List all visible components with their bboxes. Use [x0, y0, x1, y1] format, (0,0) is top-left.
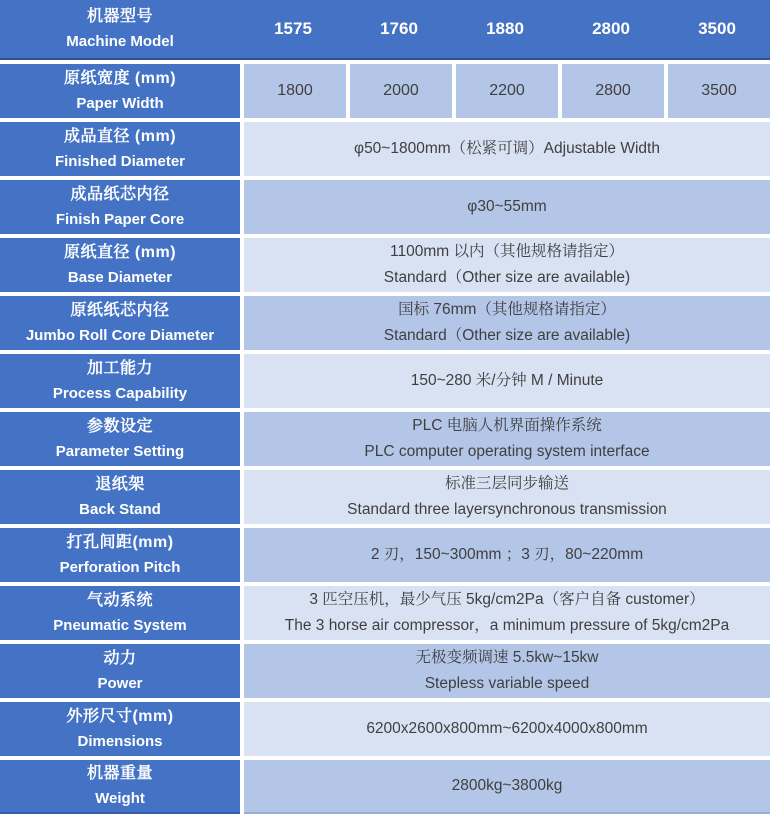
value-line: 6200x2600x800mm~6200x4000x800mm [366, 720, 648, 737]
row-label-perforation-pitch [0, 528, 240, 582]
row-label-en: Power [97, 675, 143, 692]
perforation-pitch-value [244, 528, 770, 582]
row-label-en: Paper Width [76, 95, 164, 112]
model-number: 1760 [380, 19, 418, 38]
jumbo-roll-core-value [244, 296, 770, 350]
paper-width-value: 1800 [244, 64, 346, 118]
row-label-en: Base Diameter [67, 269, 173, 286]
row-label-zh: 原纸直径 (mm) [63, 244, 177, 261]
row-label-zh: 成品纸芯内径 [70, 186, 170, 203]
row-label-finished-diameter [0, 122, 240, 176]
value-line: 国标 76mm（其他规格请指定） [398, 301, 616, 318]
row-label-zh: 成品直径 (mm) [63, 128, 177, 145]
row-label-jumbo-roll-core [0, 296, 240, 350]
table-row-finished-diameter [0, 122, 770, 176]
value-line: Standard（Other size are available) [383, 269, 631, 286]
value-line: The 3 horse air compressor，a minimum pressure of 5kg/cm2Pa [284, 617, 730, 634]
row-label-zh: 动力 [103, 650, 137, 667]
model-number: 2800 [592, 19, 630, 38]
table-header-row [0, 0, 770, 60]
row-label-base-diameter [0, 238, 240, 292]
row-label-en: Parameter Setting [55, 443, 185, 460]
base-diameter-value [244, 238, 770, 292]
row-label-paper-width [0, 64, 240, 118]
table-row-parameter-setting [0, 412, 770, 466]
row-label-back-stand [0, 470, 240, 524]
value-line: PLC computer operating system interface [364, 443, 650, 460]
model-number-group [240, 0, 770, 58]
parameter-setting-value [244, 412, 770, 466]
table-row-weight [0, 760, 770, 814]
table-row-paper-width [0, 64, 770, 118]
paper-width-value: 2000 [350, 64, 452, 118]
table-row-pneumatic-system [0, 586, 770, 640]
paper-width-value: 2200 [456, 64, 558, 118]
row-label-finish-paper-core [0, 180, 240, 234]
table-row-process-capability [0, 354, 770, 408]
row-label-en: Finished Diameter [54, 153, 186, 170]
table-row-base-diameter [0, 238, 770, 292]
table-row-dimensions [0, 702, 770, 756]
row-label-zh: 打孔间距(mm) [66, 534, 174, 551]
value-line: 3 匹空压机，最少气压 5kg/cm2Pa（客户自备 customer） [309, 591, 705, 608]
finished-diameter-value [244, 122, 770, 176]
row-label-zh: 原纸宽度 (mm) [63, 70, 177, 87]
row-label-en: Back Stand [79, 501, 161, 518]
table-row-finish-paper-core [0, 180, 770, 234]
row-label-power [0, 644, 240, 698]
row-label-dimensions [0, 702, 240, 756]
row-label-zh: 气动系统 [86, 592, 153, 609]
value-line: φ30~55mm [467, 198, 547, 215]
row-label-en: Perforation Pitch [59, 559, 181, 576]
row-label-zh: 加工能力 [86, 360, 153, 377]
header-label-en: Machine Model [66, 33, 174, 50]
value-line: Standard three layersynchronous transmission [347, 501, 667, 518]
pneumatic-system-value [244, 586, 770, 640]
header-label-cell [0, 0, 240, 58]
paper-width-value: 3500 [668, 64, 770, 118]
value-line: PLC 电脑人机界面操作系统 [412, 417, 602, 434]
row-label-zh: 外形尺寸(mm) [66, 708, 174, 725]
row-label-process-capability [0, 354, 240, 408]
back-stand-value [244, 470, 770, 524]
process-capability-value [244, 354, 770, 408]
row-label-parameter-setting [0, 412, 240, 466]
row-label-pneumatic-system [0, 586, 240, 640]
table-row-power [0, 644, 770, 698]
header-label-zh: 机器型号 [86, 8, 153, 25]
value-line: φ50~1800mm（松紧可调）Adjustable Width [354, 140, 660, 157]
row-label-weight [0, 760, 240, 814]
value-line: 150~280 米/分钟 M / Minute [410, 372, 604, 389]
weight-value [244, 760, 770, 814]
row-label-zh: 原纸纸芯内径 [70, 302, 170, 319]
row-label-en: Dimensions [77, 733, 163, 750]
model-number: 1880 [486, 19, 524, 38]
row-label-zh: 机器重量 [86, 765, 153, 782]
row-label-zh: 参数设定 [86, 418, 153, 435]
paper-width-values [244, 64, 770, 118]
finish-paper-core-value [244, 180, 770, 234]
value-line: 2 刃，150~300mm ；3 刃，80~220mm [370, 546, 644, 563]
row-label-en: Process Capability [52, 385, 188, 402]
table-row-perforation-pitch [0, 528, 770, 582]
model-number: 3500 [698, 19, 736, 38]
value-line: 无极变频调速 5.5kw~15kw [415, 649, 599, 666]
paper-width-value: 2800 [562, 64, 664, 118]
value-line: Stepless variable speed [424, 675, 590, 692]
model-number: 1575 [274, 19, 312, 38]
power-value [244, 644, 770, 698]
row-label-en: Weight [95, 790, 145, 807]
table-row-jumbo-roll-core [0, 296, 770, 350]
dimensions-value [244, 702, 770, 756]
value-line: 标准三层同步输送 [444, 475, 569, 492]
table-row-back-stand [0, 470, 770, 524]
value-line: Standard（Other size are available) [383, 327, 631, 344]
row-label-en: Pneumatic System [53, 617, 187, 634]
row-label-en: Finish Paper Core [55, 211, 185, 228]
row-label-en: Jumbo Roll Core Diameter [25, 327, 215, 344]
value-line: 2800kg~3800kg [451, 777, 563, 794]
value-line: 1100mm 以内（其他规格请指定） [390, 243, 624, 260]
row-label-zh: 退纸架 [95, 476, 145, 493]
